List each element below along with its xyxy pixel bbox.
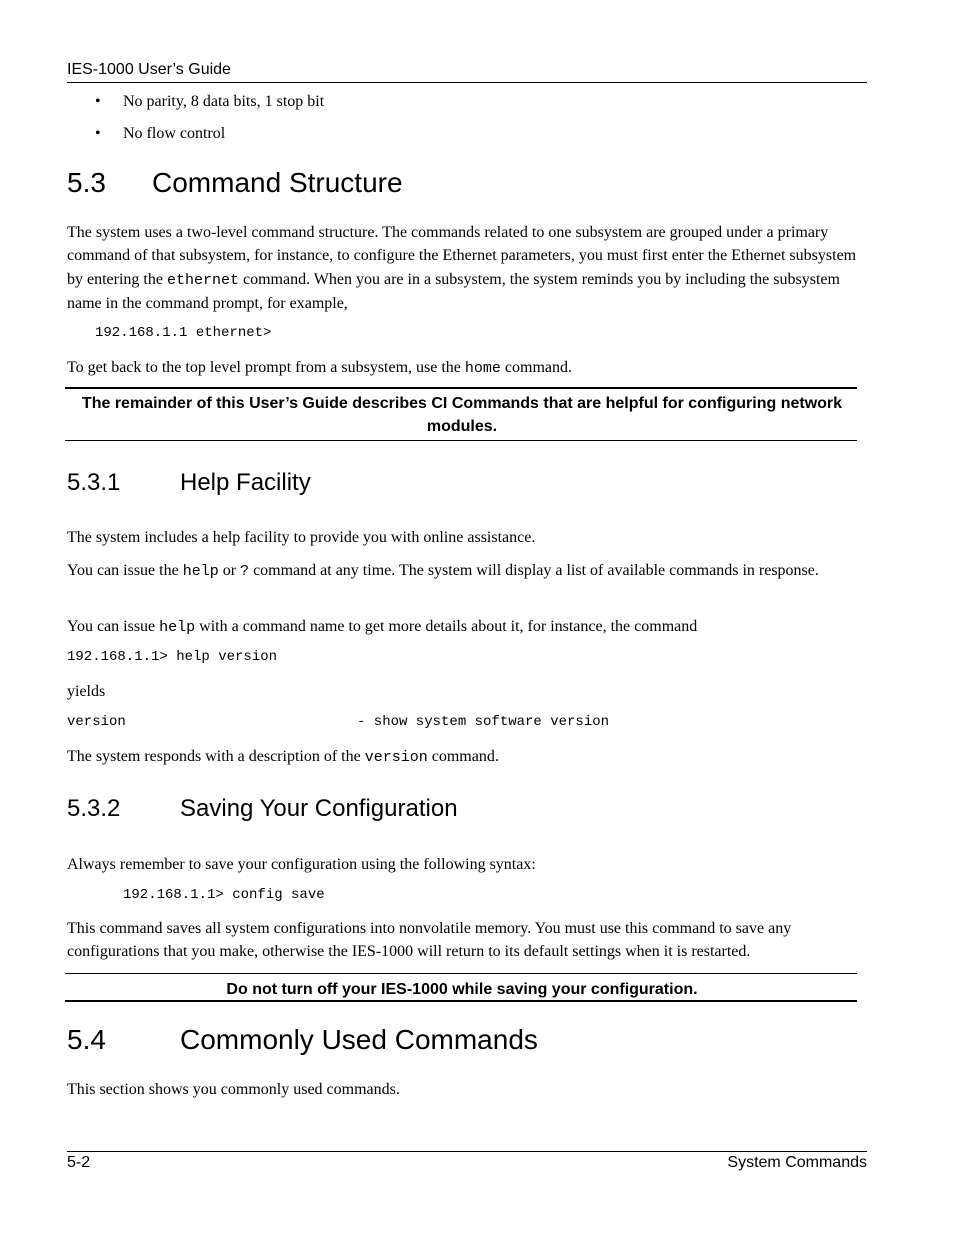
text: command. — [427, 748, 499, 765]
note-box: Do not turn off your IES-1000 while saving your configuration. — [226, 981, 698, 998]
subsection-heading — [67, 469, 311, 497]
text: command. — [500, 359, 573, 376]
note-bottom-rule — [65, 1000, 857, 1002]
note-top-rule — [65, 973, 857, 974]
text: with a command name to get more details about it, for instance, the command — [195, 618, 698, 635]
header-rule — [67, 82, 867, 83]
inline-code: ? — [240, 563, 250, 580]
paragraph — [67, 356, 857, 380]
section-heading — [67, 167, 403, 199]
footer-rule — [67, 1151, 867, 1152]
inline-code: home — [464, 360, 501, 377]
inline-code: help — [182, 563, 219, 580]
text: The system uses a two-level command structure. The commands related to one subsystem are grouped under a primary command of that subsystem, for instance, to configure the Ethernet parameters, you must first enter the Ethernet subsystem by entering the — [67, 224, 857, 288]
code-line: 192.168.1.1> help version — [67, 649, 278, 665]
inline-code: ethernet — [166, 271, 239, 289]
section-number: 5.3.1 — [67, 469, 121, 496]
code-line: - show system software version — [357, 714, 610, 730]
inline-code: help — [159, 619, 196, 636]
running-header: IES-1000 User’s Guide — [67, 61, 231, 78]
paragraph — [67, 615, 857, 639]
bullet-icon: • — [95, 125, 101, 142]
paragraph: The system includes a help facility to provide you with online assistance. — [67, 529, 536, 546]
text: To get back to the top level prompt from a subsystem, use the — [67, 359, 465, 376]
paragraph: This command saves all system configurations into nonvolatile memory. You must use this command to save any configurations that you make, otherwise the IES-1000 will return to its default settings when it is restarted. — [67, 920, 792, 961]
section-heading — [67, 1024, 538, 1056]
paragraph — [67, 221, 857, 316]
text: You can issue the — [67, 562, 183, 579]
text: or — [218, 562, 241, 579]
code-line: 192.168.1.1> config save — [123, 887, 325, 903]
paragraph — [67, 559, 857, 583]
code-line: 192.168.1.1 ethernet> — [95, 325, 272, 341]
note-bottom-rule — [65, 440, 857, 441]
paragraph: Always remember to save your configuration using the following syntax: — [67, 856, 536, 873]
paragraph — [67, 745, 857, 769]
page-number: 5-2 — [67, 1154, 91, 1171]
section-title: Command Structure — [152, 167, 403, 198]
section-title: Saving Your Configuration — [180, 795, 458, 822]
text: The system responds with a description of the — [67, 748, 365, 765]
inline-code: version — [364, 749, 428, 766]
section-title: Help Facility — [180, 469, 311, 496]
paragraph: yields — [67, 683, 106, 700]
list-item-text: No flow control — [123, 125, 226, 142]
note-top-rule — [65, 387, 857, 389]
section-number: 5.3.2 — [67, 795, 121, 822]
text: You can issue — [67, 618, 160, 635]
section-number: 5.4 — [67, 1024, 106, 1055]
chapter-title: System Commands — [727, 1154, 867, 1171]
bullet-icon: • — [95, 93, 101, 110]
note-box: The remainder of this User’s Guide describes CI Commands that are helpful for configuring network modules. — [81, 395, 843, 435]
list-item — [95, 125, 225, 143]
text: command. When you are in a subsystem, the system reminds you by including the subsystem name in the command prompt, for example, — [67, 270, 840, 313]
list-item — [95, 93, 324, 111]
section-title: Commonly Used Commands — [180, 1024, 538, 1055]
subsection-heading — [67, 795, 458, 823]
paragraph: This section shows you commonly used commands. — [67, 1081, 400, 1098]
list-item-text: No parity, 8 data bits, 1 stop bit — [123, 93, 325, 110]
section-number: 5.3 — [67, 167, 106, 198]
text: command at any time. The system will display a list of available commands in response. — [249, 562, 819, 579]
code-line: version — [67, 714, 126, 730]
